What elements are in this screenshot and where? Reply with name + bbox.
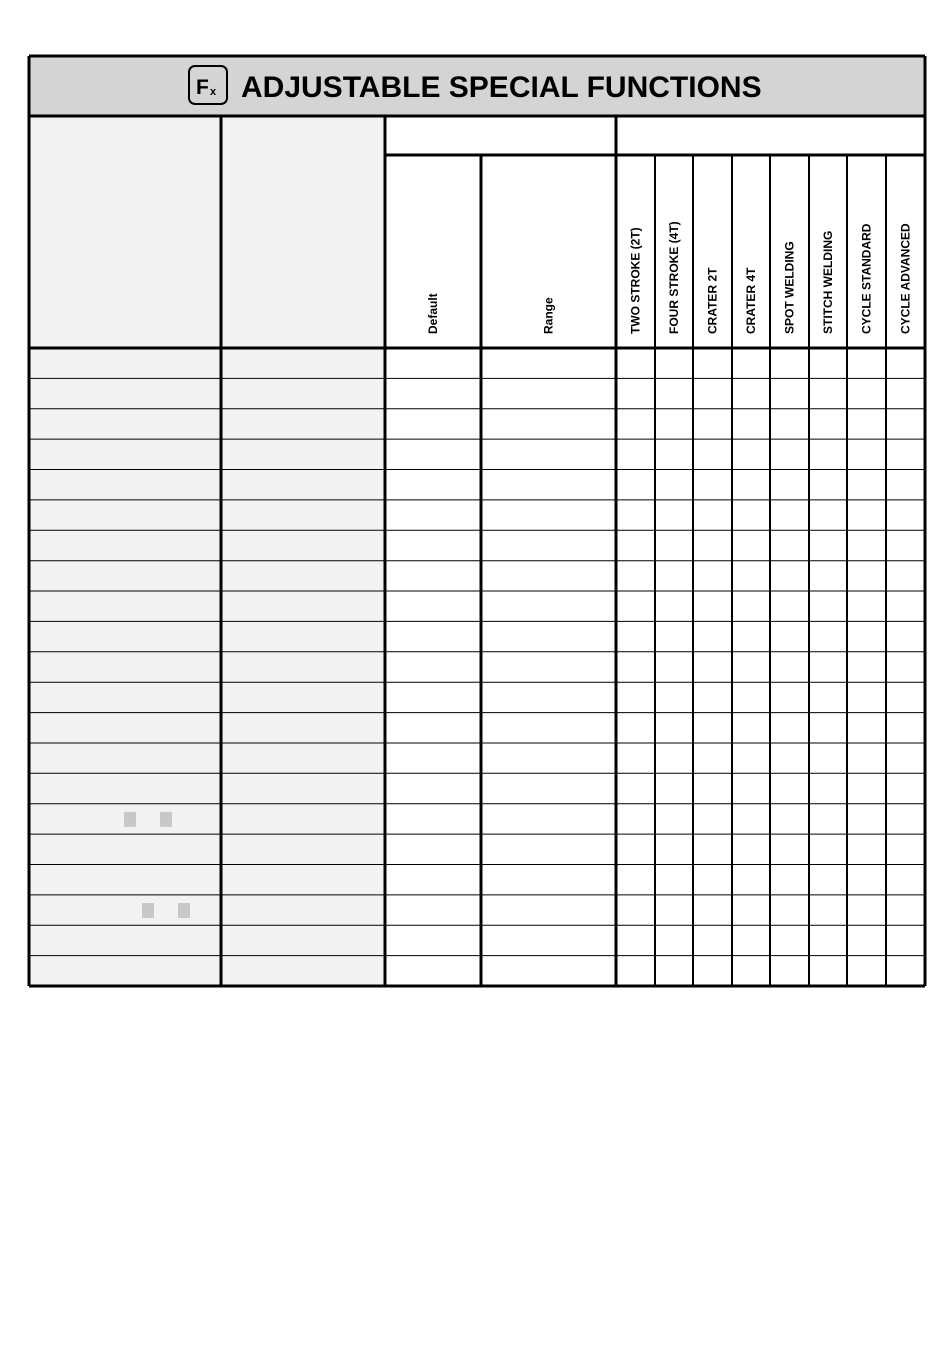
column-header-mode: CYCLE STANDARD (859, 223, 874, 334)
function-icon-subscript: x (210, 86, 217, 98)
redaction-marker (160, 812, 172, 827)
label-column-1 (29, 116, 221, 986)
column-header-mode: CYCLE ADVANCED (898, 223, 913, 334)
redaction-marker (124, 812, 136, 827)
column-header-mode: STITCH WELDING (821, 230, 835, 334)
column-header-mode: CRATER 2T (705, 267, 720, 334)
column-header-default: Default (426, 293, 440, 334)
redaction-marker (142, 903, 154, 918)
column-headers (426, 221, 913, 334)
redaction-marker (178, 903, 190, 918)
column-header-mode: SPOT WELDING (782, 241, 797, 334)
page-title: ADJUSTABLE SPECIAL FUNCTIONS (241, 71, 762, 104)
column-header-range: Range (541, 297, 556, 334)
function-icon-letter: F (196, 76, 209, 99)
column-header-mode: TWO STROKE (2T) (628, 227, 643, 334)
column-header-mode: CRATER 4T (744, 267, 758, 334)
label-column-2 (221, 116, 385, 986)
column-header-mode: FOUR STROKE (4T) (667, 221, 681, 334)
